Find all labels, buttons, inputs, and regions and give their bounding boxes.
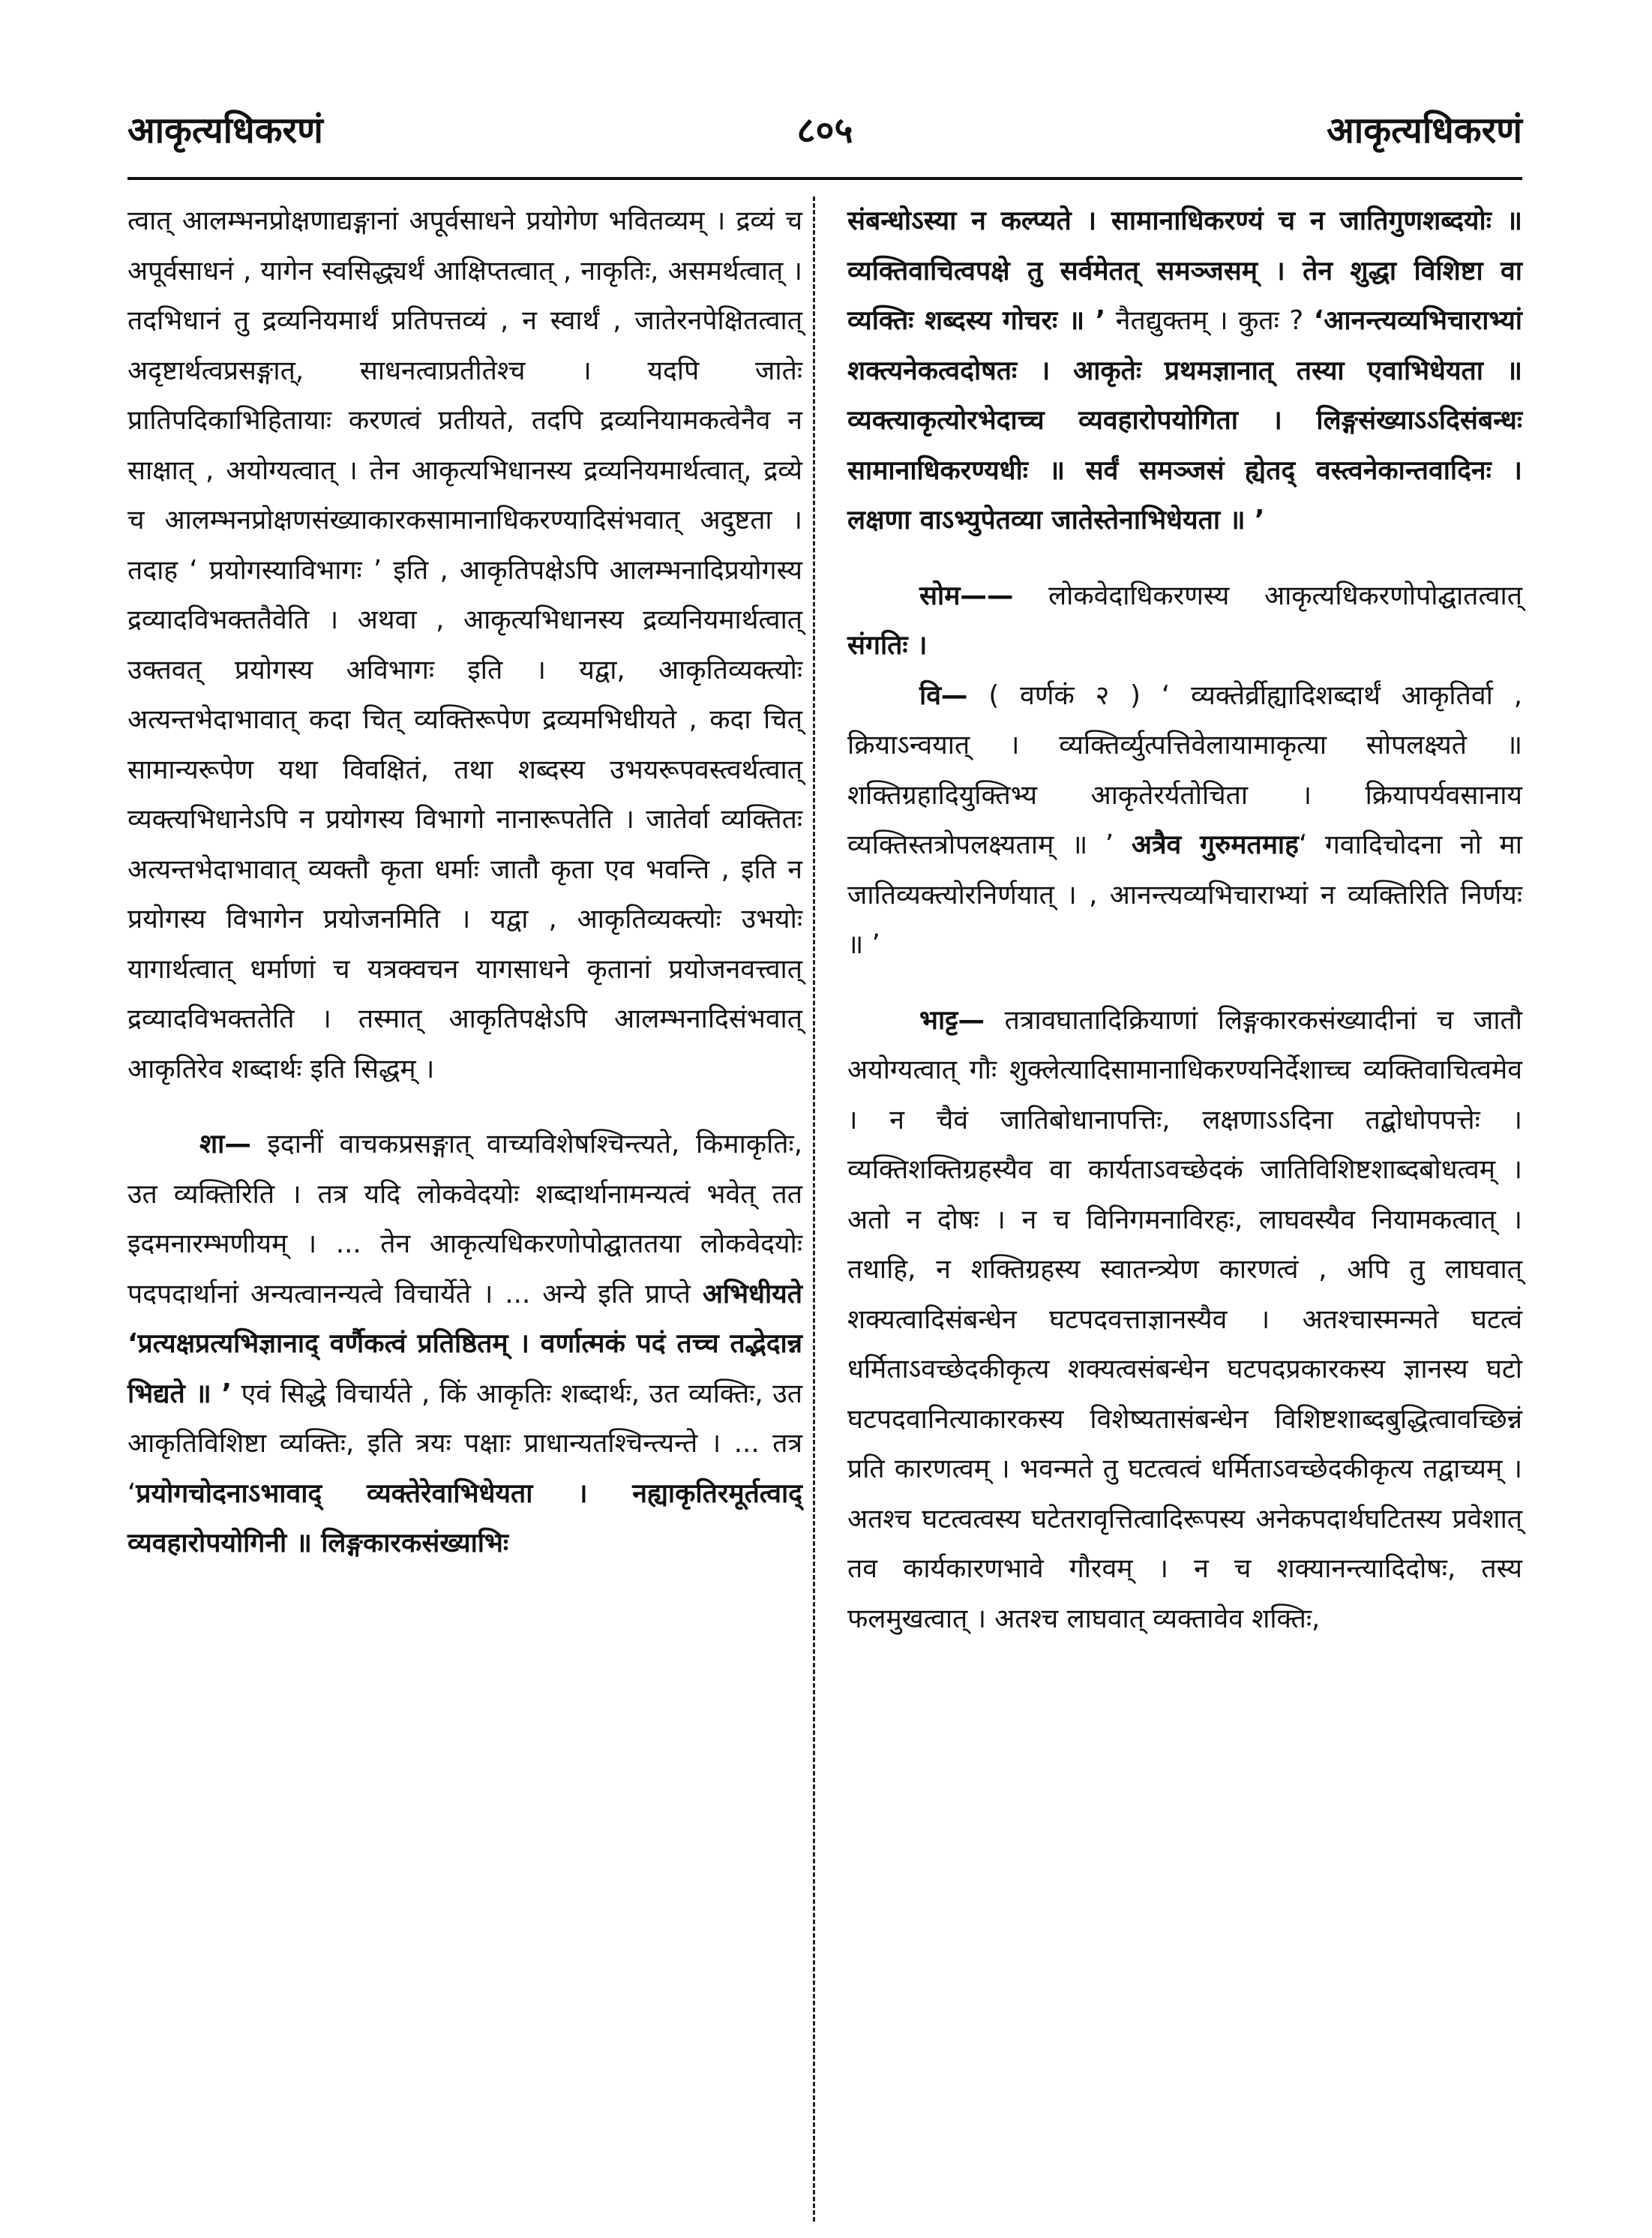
commentary-label-bhatta: भाट्ट— bbox=[919, 1004, 985, 1036]
left-paragraph-2-text: इदानीं वाचकप्रसङ्गात् वाच्यविशेषश्चिन्त्यते, किमाकृतिः, उत व्यक्तिरिति । तत्र यदि लोकवेदयोः शब्दार्थानामन्यत्वं भवेत् तत इदमनारम्भणीयम् । ... तेन आकृत्यधिकरणोपोद्घाततया लोकवेदयोः पदपदार्थानां अन्यत्वानन्यत्वे विचार्येते । ... अन्ये इति प्राप्ते bbox=[127, 1129, 802, 1310]
right-paragraph-3 bbox=[847, 671, 1522, 970]
page-header bbox=[127, 105, 1522, 158]
right-paragraph-4 bbox=[847, 996, 1522, 1645]
right-paragraph-1 bbox=[847, 196, 1522, 546]
left-paragraph-2-verse-2: प्रयोगचोदनाऽभावाद् व्यक्तेरेवाभिधेयता । नह्याकृतिरमूर्तत्वाद् व्यवहारोपयोगिनी ॥ लिङ्गकारकसंख्याभिः bbox=[127, 1478, 802, 1558]
right-paragraph-3-bold: अत्रैव गुरुमतमाह bbox=[1131, 830, 1299, 860]
commentary-label-sha: शा— bbox=[199, 1129, 251, 1160]
left-column bbox=[127, 196, 802, 1569]
right-paragraph-1-verse: संबन्धोऽस्या न कल्प्यते । सामानाधिकरण्यं च न जातिगुणशब्दयोः ॥ व्यक्तिवाचित्वपक्षे तु सर्वमेतत् समञ्जसम् । तेन शुद्धा विशिष्टा वा व्यक्तिः शब्दस्य गोचरः ॥ ’ bbox=[847, 206, 1522, 336]
left-paragraph-2-verse: अभिधीयते ‘प्रत्यक्षप्रत्यभिज्ञानाद् वर्णैकत्वं प्रतिष्ठितम् । वर्णात्मकं पदं तच्च तद्भेदान्न भिद्यते ॥ ’ bbox=[127, 1278, 802, 1409]
commentary-label-soma: सोम—— bbox=[919, 580, 1014, 611]
right-paragraph-2 bbox=[847, 572, 1522, 671]
running-title-right: आकृत्यधिकरणं bbox=[1327, 110, 1522, 152]
commentary-label-vi: वि— bbox=[919, 680, 968, 711]
left-paragraph-1: त्वात् आलम्भनप्रोक्षणाद्यङ्गानां अपूर्वसाधने प्रयोगेण भवितव्यम् । द्रव्यं च अपूर्वसाधनं , यागेन स्वसिद्ध्यर्थं आक्षिप्तत्वात् , नाकृतिः, असमर्थत्वात् । तदभिधानं तु द्रव्यनियमार्थं प्रतिपत्तव्यं , न स्वार्थं , जातेरनपेक्षितत्वात् अदृष्टार्थत्वप्रसङ्गात्, साधनत्वाप्रतीतेश्च । यदपि जातेः प्रातिपदिकाभिहितायाः करणत्वं प्रतीयते, तदपि द्रव्यनियामकत्वेनैव न साक्षात् , अयोग्यत्वात् । तेन आकृत्यभिधानस्य द्रव्यनियमार्थत्वात्, द्रव्ये च आलम्भनप्रोक्षणसंख्याकारकसामानाधिकरण्यादिसंभवात् अदुष्टता । तदाह ‘ प्रयोगस्याविभागः ’ इति , आकृतिपक्षेऽपि आलम्भनादिप्रयोगस्य द्रव्यादविभक्ततैवेति । अथवा , आकृत्यभिधानस्य द्रव्यनियमार्थत्वात् उक्तवत् प्रयोगस्य अविभागः इति । यद्वा, आकृतिव्यक्त्योः अत्यन्तभेदाभावात् कदा चित् व्यक्तिरूपेण द्रव्यमभिधीयते , कदा चित् सामान्यरूपेण यथा विवक्षितं, तथा शब्दस्य उभयरूपवस्त्वर्थत्वात् व्यक्त्यभिधानेऽपि न प्रयोगस्य विभागो नानारूपतेति । जातेर्वा व्यक्तितः अत्यन्तभेदाभावात् व्यक्तौ कृता धर्माः जातौ कृता एव भवन्ति , इति न प्रयोगस्य विभागेन प्रयोजनमिति । यद्वा , आकृतिव्यक्त्योः उभयोः यागार्थत्वात् धर्माणां च यत्रक्वचन यागसाधने कृतानां प्रयोजनवत्त्वात् द्रव्यादविभक्ततेति । तस्मात् आकृतिपक्षेऽपि आलम्भनादिसंभवात् आकृतिरेव शब्दार्थः इति सिद्धम् । bbox=[127, 206, 802, 1084]
header-rule bbox=[127, 177, 1522, 180]
page-number: ८०५ bbox=[796, 110, 853, 152]
right-paragraph-1-verse-2: ‘आनन्त्यव्यभिचाराभ्यां शक्त्यनेकत्वदोषतः । आकृतेः प्रथमज्ञानात् तस्या एवाभिधेयता ॥ व्यक्त्याकृत्योरभेदाच्च व्यवहारोपयोगिता । लिङ्गसंख्याऽऽदिसंबन्धः सामानाधिकरण्यधीः ॥ सर्वं समञ्जसं ह्येतद् वस्त्वनेकान्तवादिनः । लक्षणा वाऽभ्युपेतव्या जातेस्तेनाभिधेयता ॥ ’ bbox=[847, 305, 1522, 536]
right-column bbox=[847, 196, 1522, 1644]
running-title-left: आकृत्यधिकरणं bbox=[127, 110, 323, 152]
column-divider bbox=[813, 196, 815, 2222]
right-paragraph-3-rest: ‘ गवादिचोदना नो मा जातिव्यक्त्योरनिर्णयात् । , आनन्त्यव्यभिचाराभ्यां न व्यक्तिरिति निर्णयः ॥ ’ bbox=[847, 830, 1522, 960]
right-paragraph-2-text: लोकवेदाधिकरणस्य आकृत्यधिकरणोपोद्घातत्वात् bbox=[1048, 580, 1522, 611]
right-paragraph-3-text: ( वर्णकं २ ) ‘ व्यक्तेर्व्रीह्यादिशब्दार्थं आकृतिर्वा , क्रियाऽन्वयात् । व्यक्तिर्व्युत्पत्तिवेलायामाकृत्या सोपलक्ष्यते ॥ शक्तिग्रहादियुक्तिभ्य आकृतेरर्यतोचिता । क्रियापर्यवसानाय व्यक्तिस्तत्रोपलक्ष्यताम् ॥ ’ bbox=[847, 680, 1522, 860]
right-paragraph-2-bold: संगतिः । bbox=[847, 630, 928, 661]
left-paragraph-2 bbox=[127, 1120, 802, 1569]
left-paragraph-2-rest: एवं सिद्धे विचार्यते , किं आकृतिः शब्दार्थः, उत व्यक्तिः, उत आकृतिविशिष्टा व्यक्तिः, इति त्रयः पक्षाः प्राधान्यतश्चिन्त्यन्ते । ... तत्र ‘ bbox=[127, 1378, 802, 1509]
right-paragraph-1-text: नैतद्युक्तम् । कुतः ? bbox=[1115, 305, 1304, 336]
right-paragraph-4-text: तत्रावघातादिक्रियाणां लिङ्गकारकसंख्यादीनां च जातौ अयोग्यत्वात् गौः शुक्लेत्यादिसामानाधिकरण्यनिर्देशाच्च व्यक्तिवाचित्वमेव । न चैवं जातिबोधानापत्तिः, लक्षणाऽऽदिना तद्बोधोपपत्तेः । व्यक्तिशक्तिग्रहस्यैव वा कार्यताऽवच्छेदकं जातिविशिष्टशाब्दबोधत्वम् । अतो न दोषः । न च विनिगमनाविरहः, लाघवस्यैव नियामकत्वात् । तथाहि, न शक्तिग्रहस्य स्वातन्त्र्येण कारणत्वं , अपि तु लाघवात् शक्यत्वादिसंबन्धेन घटपदवत्ताज्ञानस्यैव । अतश्चास्मन्मते घटत्वं धर्मिताऽवच्छेदकीकृत्य शक्यत्वसंबन्धेन घटपदप्रकारकस्य ज्ञानस्य घटो घटपदवानित्याकारकस्य विशेष्यतासंबन्धेन विशिष्टशाब्दबुद्धित्वावच्छिन्नं प्रति कारणत्वम् । भवन्मते तु घटत्वत्वं धर्मिताऽवच्छेदकीकृत्य तद्वाच्यम् । अतश्च घटत्वत्वस्य घटेतरावृत्तित्वादिरूपस्य अनेकपदार्थघटितस्य प्रवेशात् तव कार्यकारणभावे गौरवम् । न च शक्यानन्त्यादिदोषः, तस्य फलमुखत्वात् । अतश्च लाघवात् व्यक्तावेव शक्तिः, bbox=[847, 1004, 1522, 1634]
